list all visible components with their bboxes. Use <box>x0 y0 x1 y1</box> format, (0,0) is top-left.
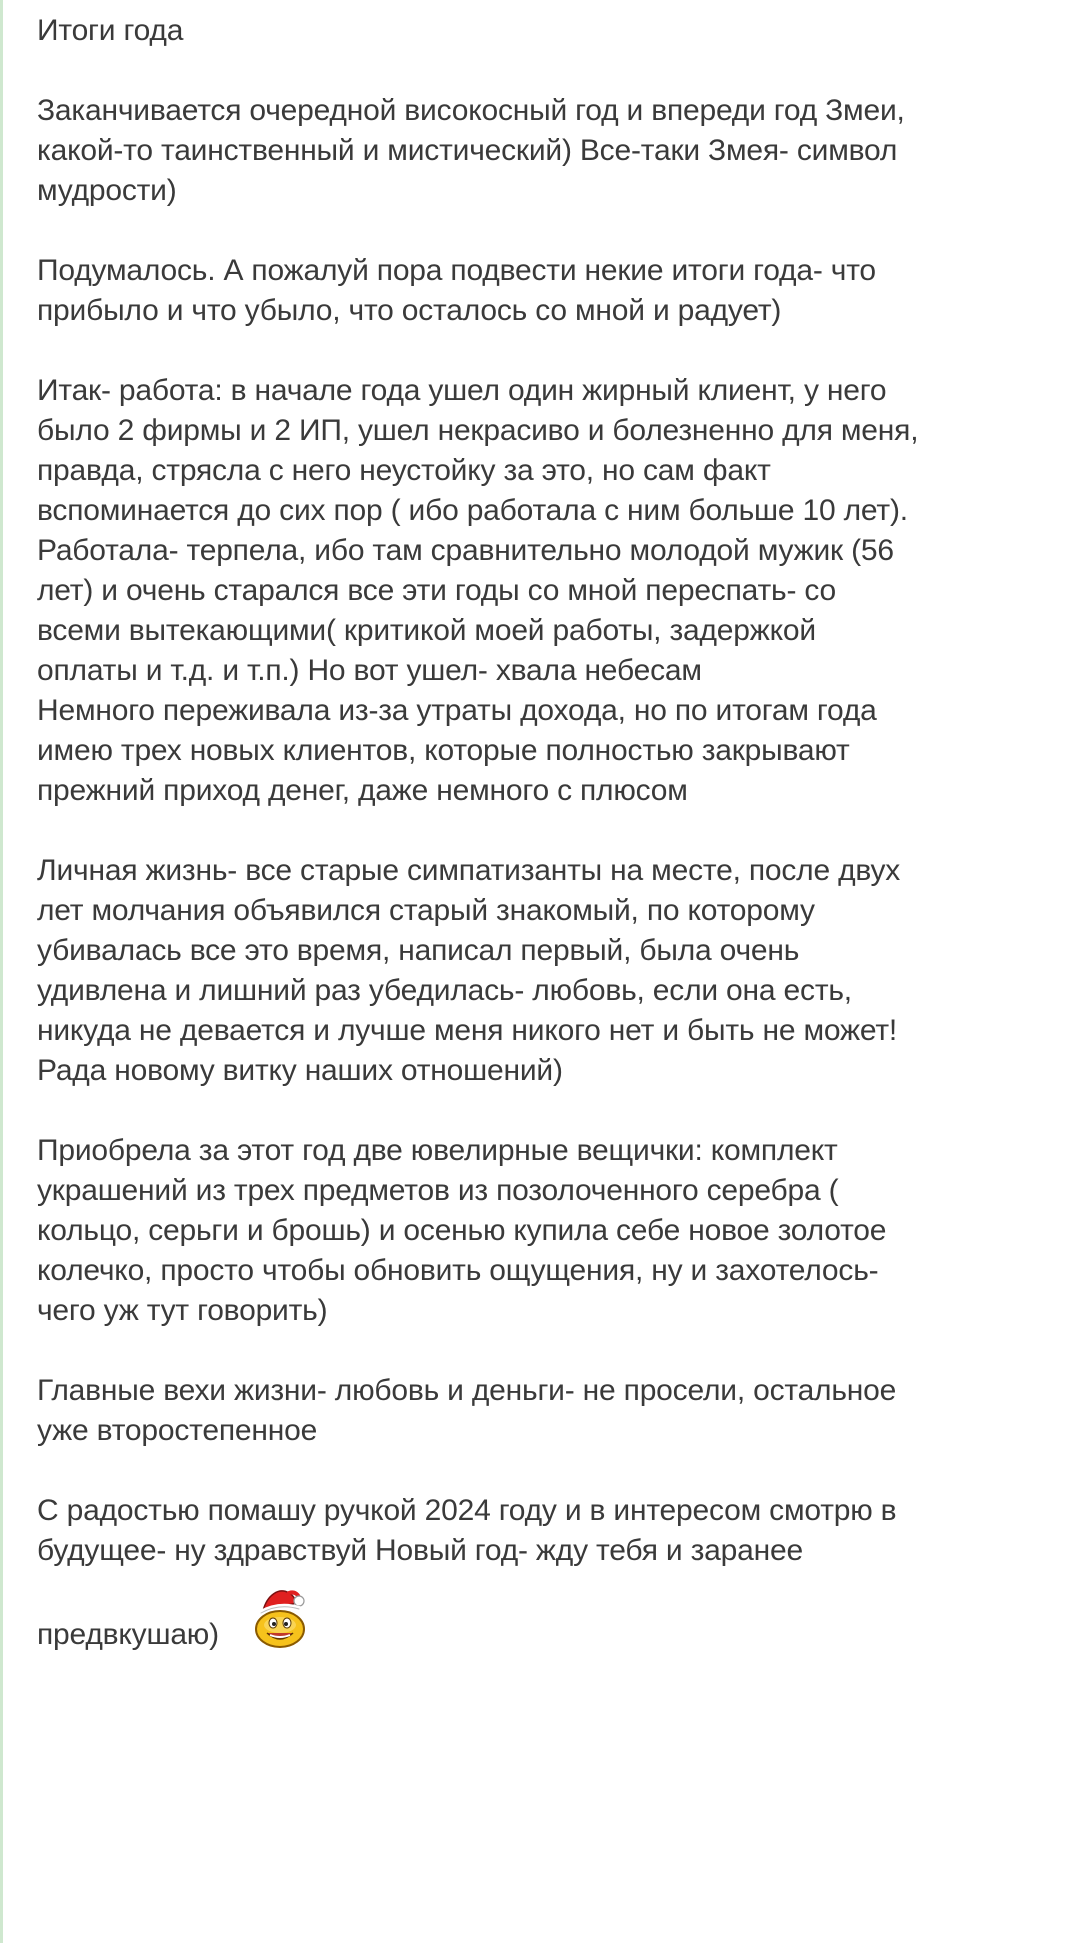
paragraph-work <box>37 371 1049 811</box>
text-line: Итак- работа: в начале года ушел один жирный клиент, у него <box>37 374 887 407</box>
text-line: колечко, просто чтобы обновить ощущения, ну и захотелось- <box>37 1254 879 1287</box>
text-line: вспоминается до сих пор ( ибо работала с ним больше 10 лет). <box>37 494 908 527</box>
text-line: предвкушаю) <box>37 1618 219 1651</box>
text-line: мудрости) <box>37 174 177 207</box>
text-line: прежний приход денег, даже немного с плюсом <box>37 774 688 807</box>
text-line: оплаты и т.д. и т.п.) Но вот ушел- хвала небесам <box>37 654 702 687</box>
text-line: прибыло и что убыло, что осталось со мной и радует) <box>37 294 782 327</box>
paragraph-reflection <box>37 251 1049 331</box>
text-line: Главные вехи жизни- любовь и деньги- не просели, остальное <box>37 1374 897 1407</box>
text-line: лет молчания объявился старый знакомый, по которому <box>37 894 815 927</box>
text-line: Приобрела за этот год две ювелирные вещички: комплект <box>37 1134 838 1167</box>
paragraph-farewell <box>37 1491 1049 1651</box>
text-line: кольцо, серьги и брошь) и осенью купила себе новое золотое <box>37 1214 887 1247</box>
text-line: имею трех новых клиентов, которые полностью закрывают <box>37 734 850 767</box>
text-line: какой-то таинственный и мистический) Все-таки Змея- символ <box>37 134 898 167</box>
paragraph-milestones <box>37 1371 1049 1451</box>
paragraph-jewelry <box>37 1131 1049 1331</box>
text-line: удивлена и лишний раз убедилась- любовь, если она есть, <box>37 974 852 1007</box>
text-line: Рада новому витку наших отношений) <box>37 1054 563 1087</box>
text-line: Подумалось. А пожалуй пора подвести некие итоги года- что <box>37 254 876 287</box>
text-line: чего уж тут говорить) <box>37 1294 328 1327</box>
text-line: Личная жизнь- все старые симпатизанты на месте, после двух <box>37 854 901 887</box>
text-line: всеми вытекающими( критикой моей работы, задержкой <box>37 614 816 647</box>
text-line: никуда не девается и лучше меня никого нет и быть не может! <box>37 1014 898 1047</box>
text-line: Заканчивается очередной високосный год и впереди год Змеи, <box>37 94 905 127</box>
smiley-santa-hat-icon <box>249 1581 311 1649</box>
text-line: правда, стрясла с него неустойку за это, но сам факт <box>37 454 771 487</box>
text-line: уже второстепенное <box>37 1414 318 1447</box>
paragraph-personal <box>37 851 1049 1091</box>
text-line-with-emoticon <box>37 1571 1049 1651</box>
post-body <box>37 0 1049 1651</box>
text-line: было 2 фирмы и 2 ИП, ушел некрасиво и болезненно для меня, <box>37 414 919 447</box>
text-line: украшений из трех предметов из позолоченного серебра ( <box>37 1174 839 1207</box>
text-line: Работала- терпела, ибо там сравнительно молодой мужик (56 <box>37 534 894 567</box>
text-line: будущее- ну здравствуй Новый год- жду тебя и заранее <box>37 1534 803 1567</box>
text-line: убивалась все это время, написал первый, была очень <box>37 934 800 967</box>
text-line: лет) и очень старался все эти годы со мной переспать- со <box>37 574 836 607</box>
left-border <box>0 0 3 1943</box>
text-line: С радостью помашу ручкой 2024 году и в интересом смотрю в <box>37 1494 897 1527</box>
post-title: Итоги года <box>37 14 184 47</box>
paragraph-intro <box>37 91 1049 211</box>
text-line: Немного переживала из-за утраты дохода, но по итогам года <box>37 694 877 727</box>
